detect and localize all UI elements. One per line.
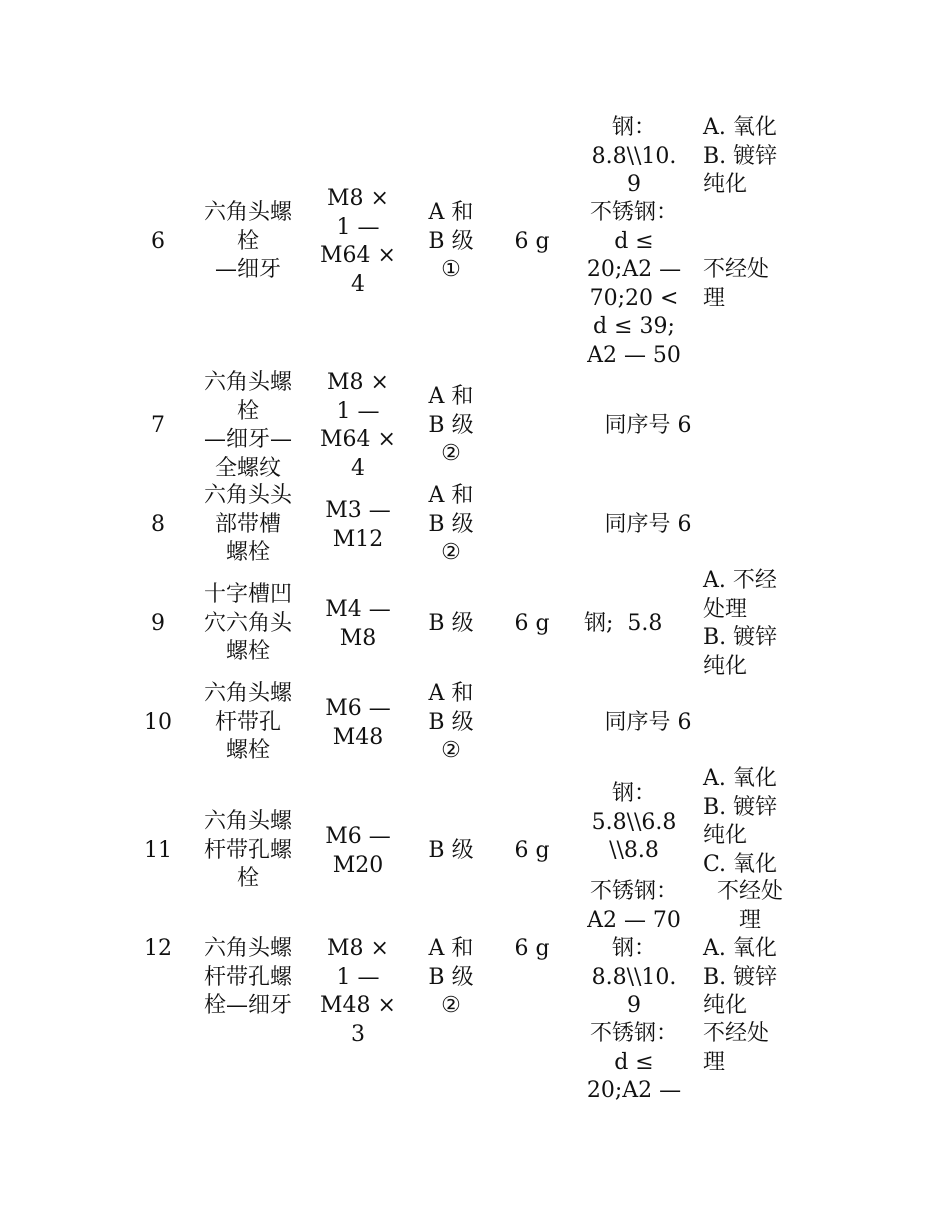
material-steel: 钢： 8.8\\10. 9 (591, 936, 677, 1018)
thread-spec: M8 × 1 — M64 × 4 (320, 186, 396, 297)
thread-spec: M8 × 1 — M64 × 4 (320, 370, 396, 481)
material-steel: 钢： 8.8\\10. 9 (591, 115, 677, 197)
material-stainless: 不锈钢： d ≤ 20;A2 — (586, 1021, 682, 1103)
surface-treatment-steel: A. 氧化 B. 镀锌 纯化 C. 氧化 (703, 766, 778, 877)
thread-tolerance: 6 g (514, 838, 550, 863)
product-grade: A 和 B 级 ② (428, 936, 474, 1018)
same-as-reference: 同序号 6 (604, 413, 692, 438)
product-name: 六角头螺 栓 —细牙— 全螺纹 (203, 370, 292, 481)
thread-tolerance: 6 g (514, 936, 550, 961)
product-name: 六角头螺 杆带孔螺 栓—细牙 (203, 936, 292, 1018)
product-name: 六角头头 部带槽 螺栓 (203, 483, 292, 565)
row-number: 12 (144, 936, 172, 961)
product-name: 六角头螺 栓 —细牙 (203, 200, 292, 282)
row-number: 8 (151, 512, 165, 537)
surface-treatment-steel: A. 氧化 B. 镀锌 纯化 (703, 936, 778, 1018)
product-grade: A 和 B 级 ② (428, 384, 474, 466)
surface-treatment-stainless: 不经处 理 (703, 1021, 770, 1075)
material-steel: 钢; 5.8 (584, 611, 663, 636)
surface-treatment-stainless: 不经处 理 (703, 257, 770, 311)
row-number: 6 (151, 229, 165, 254)
thread-spec: M8 × 1 — M48 × 3 (320, 936, 396, 1047)
row-number: 7 (151, 413, 165, 438)
row-number: 11 (144, 838, 172, 863)
material-stainless: 不锈钢： A2 — 70 (587, 879, 681, 933)
surface-treatment-steel: A. 不经 处理 B. 镀锌 纯化 (703, 568, 778, 679)
surface-treatment-stainless: 不经处 理 (716, 879, 783, 933)
product-grade: A 和 B 级 ① (428, 200, 474, 282)
same-as-reference: 同序号 6 (604, 710, 692, 735)
same-as-reference: 同序号 6 (604, 512, 692, 537)
thread-spec: M4 — M8 (325, 597, 391, 651)
row-number: 10 (144, 710, 172, 735)
surface-treatment-steel: A. 氧化 B. 镀锌 纯化 (703, 115, 778, 197)
row-number: 9 (151, 611, 165, 636)
material-steel: 钢： 5.8\\6.8 \\8.8 (591, 781, 677, 863)
product-name: 六角头螺 杆带孔 螺栓 (203, 681, 292, 763)
thread-spec: M6 — M20 (325, 824, 391, 878)
product-grade: B 级 (428, 611, 474, 636)
thread-spec: M6 — M48 (325, 696, 391, 750)
thread-spec: M3 — M12 (325, 498, 391, 552)
product-grade: A 和 B 级 ② (428, 483, 474, 565)
material-stainless: 不锈钢： d ≤ 20;A2 — 70;20 < d ≤ 39; A2 — 50 (586, 200, 682, 368)
product-name: 六角头螺 杆带孔螺 栓 (203, 809, 292, 891)
product-grade: B 级 (428, 838, 474, 863)
thread-tolerance: 6 g (514, 611, 550, 636)
product-grade: A 和 B 级 ② (428, 681, 474, 763)
product-name: 十字槽凹 穴六角头 螺栓 (203, 582, 292, 664)
thread-tolerance: 6 g (514, 229, 550, 254)
